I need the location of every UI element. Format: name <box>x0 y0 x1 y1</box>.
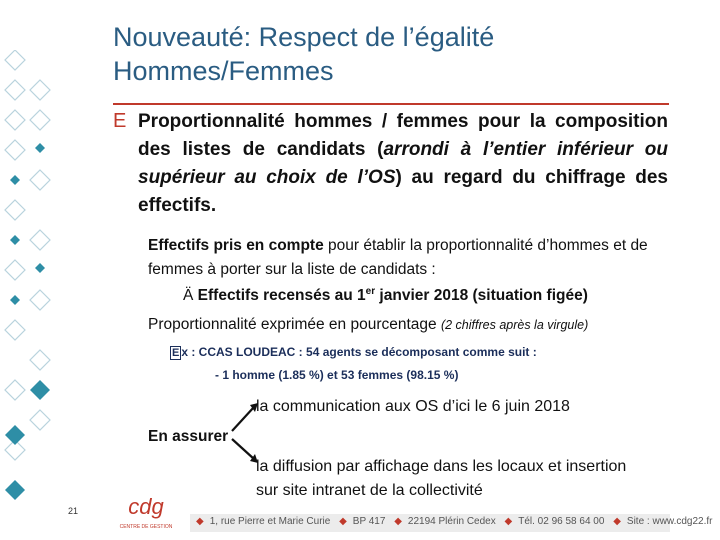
page-title <box>113 20 494 88</box>
footer-item: BP 417 <box>352 516 386 527</box>
cdg-logo <box>110 488 182 534</box>
footer-item: 22194 Plérin Cedex <box>407 516 496 527</box>
bullet-text-b: ) au regard du chiffrage des effectifs. <box>138 167 668 216</box>
footer-address: ◆ 1, rue Pierre et Marie Curie ◆ BP 417 ◆ 22194 Plérin Cedex ◆ Tél. 02 96 58 64 00 ◆ Site : www.cdg22.fr <box>196 516 713 527</box>
logo-text: cdg <box>128 494 164 519</box>
effectifs-recenses-line <box>183 286 588 305</box>
proportion-text: Proportionnalité exprimée en pourcentage <box>148 316 441 333</box>
effectifs-bold: Effectifs pris en compte <box>148 237 324 254</box>
effectifs-sup: er <box>365 286 376 297</box>
title-line-2: Hommes/Femmes <box>113 56 334 86</box>
footer-item: Site : www.cdg22.fr <box>626 516 713 527</box>
effectifs-recenses: Effectifs recensés au 1 <box>197 287 366 305</box>
example-line <box>170 345 537 360</box>
effectifs-recenses-end: janvier 2018 (situation figée) <box>375 287 588 305</box>
logo-sub: CENTRE DE GESTION <box>119 524 173 530</box>
diamond-pattern-decoration <box>0 50 60 500</box>
bullet-italic: arrondi à l’entier inférieur ou supérieur au choix de l’OS <box>138 139 668 188</box>
bullet-marker: E <box>113 110 127 132</box>
title-underline <box>113 103 669 105</box>
proportion-line <box>148 316 588 334</box>
en-assurer-label: En assurer <box>148 428 229 445</box>
page-number: 21 <box>68 506 79 516</box>
arrow-icon: Ä <box>183 287 194 305</box>
title-line-1: Nouveauté: Respect de l’égalité <box>113 22 495 52</box>
effectifs-text: pour établir la proportionnalité d’hommes et de femmes à porter sur la liste de candidats : <box>148 237 648 278</box>
proportion-italic: (2 chiffres après la virgule) <box>440 318 589 332</box>
bullet-text-a: pour la composition des listes de candidats ( <box>138 111 668 160</box>
bullet-bold-lead: Proportionnalité hommes / femmes <box>138 111 469 132</box>
communication-text: la communication aux OS d’ici le 6 juin 2018 <box>256 398 570 415</box>
example-item: - 1 homme (1.85 %) et 53 femmes (98.15 %) <box>215 368 459 382</box>
diffusion-text: la diffusion par affichage dans les locaux et insertion sur site intranet de la collectivité <box>256 458 627 499</box>
effectifs-paragraph <box>148 234 678 282</box>
footer-item: 1, rue Pierre et Marie Curie <box>209 516 331 527</box>
example-text: x : CCAS LOUDEAC : 54 agents se décomposant comme suit : <box>181 345 537 359</box>
example-box: E <box>172 347 180 359</box>
main-bullet-text <box>138 108 668 220</box>
footer-item: Tél. 02 96 58 64 00 <box>518 516 605 527</box>
